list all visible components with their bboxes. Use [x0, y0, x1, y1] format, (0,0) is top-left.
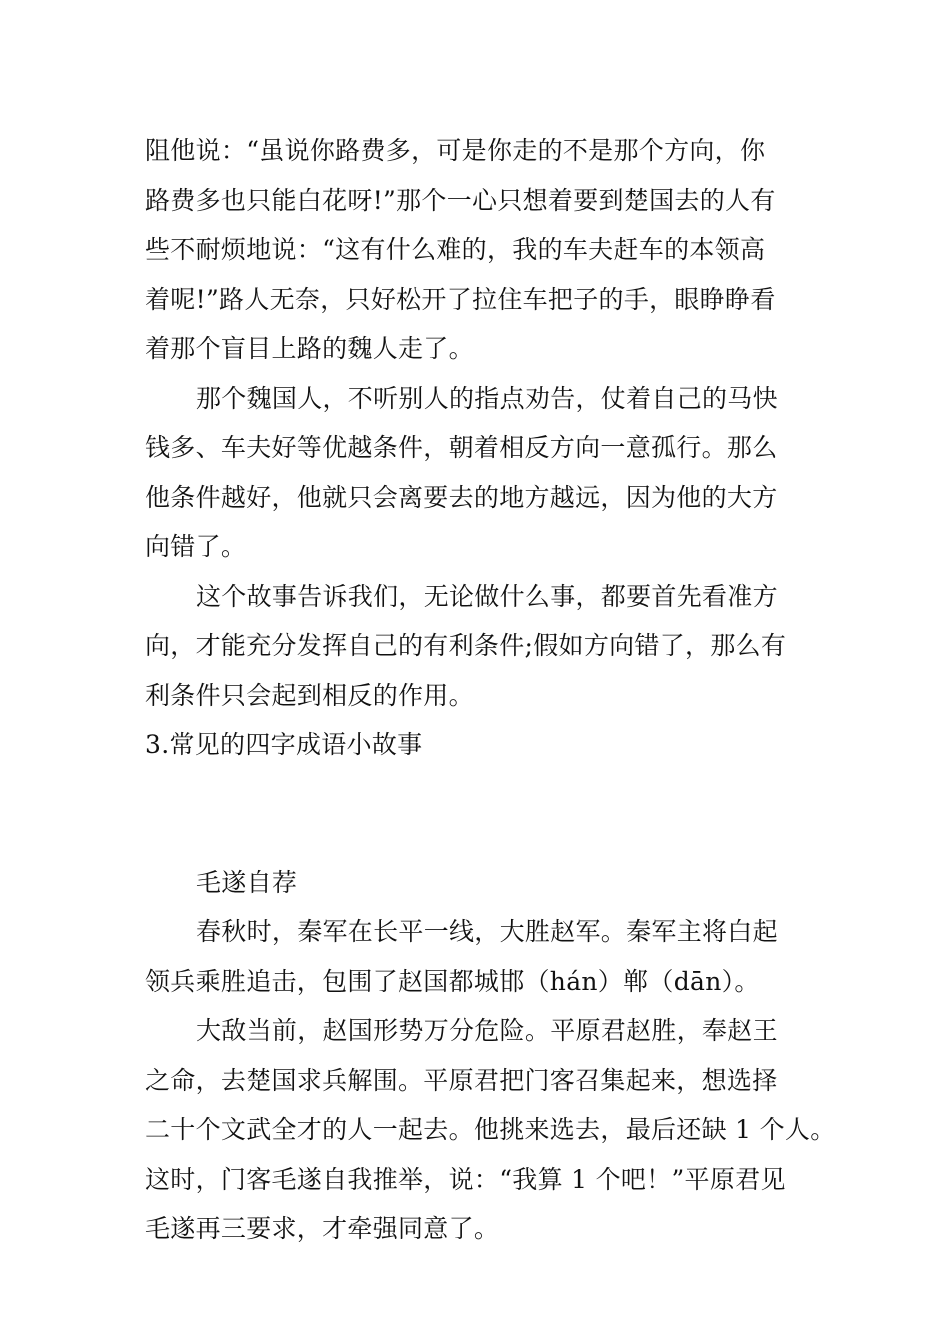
text-line: 向错了。 [145, 532, 247, 561]
paragraph [145, 374, 810, 572]
text-line: 毛遂再三要求，才牵强同意了。 [145, 1214, 500, 1243]
text-line: 之命，去楚国求兵解围。平原君把门客召集起来，想选择 [145, 1065, 778, 1095]
paragraph [145, 1006, 836, 1254]
document-body [145, 126, 836, 1254]
paragraph-continuation [145, 126, 810, 374]
text-line: 着那个盲目上路的魏人走了。 [145, 334, 474, 363]
text-line: 这时，门客毛遂自我推举，说：“我算 1 个吧！”平原君见 [145, 1164, 786, 1194]
paragraph [145, 572, 810, 721]
text-line: 些不耐烦地说：“这有什么难的，我的车夫赶车的本领高 [145, 235, 766, 264]
text-line: 他条件越好，他就只会离要去的地方越远，因为他的大方 [145, 482, 778, 512]
story-title: 毛遂自荐 [196, 867, 298, 897]
text-line: 路费多也只能白花呀!”那个一心只想着要到楚国去的人有 [145, 185, 776, 215]
text-line: 向，才能充分发挥自己的有利条件;假如方向错了，那么有 [145, 631, 787, 660]
blank-space [145, 770, 810, 858]
text-line: 二十个文武全才的人一起去。他挑来选去，最后还缺 1 个人。 [145, 1115, 836, 1144]
text-line: 春秋时，秦军在长平一线，大胜赵军。秦军主将白起 [196, 917, 778, 946]
text-line: 这个故事告诉我们，无论做什么事，都要首先看准方 [196, 581, 778, 611]
text-line: 着呢!”路人无奈，只好松开了拉住车把子的手，眼睁睁看 [145, 284, 776, 314]
text-line: 大敌当前，赵国形势万分危险。平原君赵胜，奉赵王 [196, 1016, 778, 1045]
text-line: 钱多、车夫好等优越条件，朝着相反方向一意孤行。那么 [145, 433, 778, 462]
paragraph [145, 907, 810, 1006]
text-line: 领兵乘胜追击，包围了赵国都城邯（hán）郸（dān）。 [145, 966, 760, 996]
section-heading: 3.常见的四字成语小故事 [145, 730, 423, 759]
text-line: 阻他说：“虽说你路费多，可是你走的不是那个方向，你 [145, 136, 766, 165]
text-line: 那个魏国人，不听别人的指点劝告，仗着自己的马快 [196, 383, 778, 413]
text-line: 利条件只会起到相反的作用。 [145, 680, 474, 710]
